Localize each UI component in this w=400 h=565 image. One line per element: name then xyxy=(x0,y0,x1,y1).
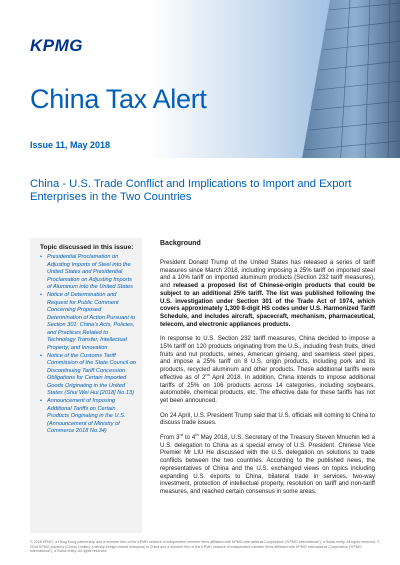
paragraph-1 xyxy=(160,259,375,328)
topic-item[interactable] xyxy=(40,398,136,436)
topics-list xyxy=(40,254,136,436)
paragraph-2 xyxy=(160,335,375,404)
paragraph-4-text-b: to 4 xyxy=(183,434,196,442)
paragraph-4-text-c: May 2018, U.S. Secretary of the Treasury Steven Mnuchin led a U.S. delegation to China as a special envoy of U.S. President. Chinese Vice Premier Mr LIU He discussed with the U.S. delegation on solutions to trade conflicts between the two countries. According to the published news, the representatives of China and the U.S. exchanged views on topics including expanding U.S. exports to China, bilateral trade in services, two-way investment, protection of intellectual property, resolution on tariff and non-tariff measures, and reached certain consensus in some areas. xyxy=(160,434,375,495)
ordinal-suffix: rd xyxy=(179,432,184,438)
ordinal-suffix: nd xyxy=(205,371,210,377)
topic-item-label: Presidential Proclamation on Adjusting Imports of Steel into the United States and Presidential Proclamation on Adjusting Imports of Aluminum into the United States xyxy=(47,254,133,290)
topic-item[interactable] xyxy=(40,254,136,292)
topic-item[interactable] xyxy=(40,292,136,352)
paragraph-4 xyxy=(160,434,375,496)
kpmg-logo: KPMG xyxy=(30,36,83,55)
paragraph-2-text-a: In response to U.S. Section 232 tariff measures, China decided to impose a 15% tariff on 120 products originating from the U.S., including fresh fruits, dried fruits and nut products, wines, American ginseng, and seamless steel pipes, and impose a 25% tariff on 8 U.S. origin products, including pork and its products, recycled aluminum and other products. These additional tariffs were effective as of 2 xyxy=(160,335,375,381)
paragraph-4-text-a: From 3 xyxy=(160,434,180,442)
sidebar-heading: Topic discussed in this issue: xyxy=(40,244,134,251)
bullet-icon: • xyxy=(40,352,42,359)
article-body xyxy=(160,240,375,503)
skyscraper-image xyxy=(260,0,400,158)
topic-item-label: Notice of Determination and Request for Public Comment Concerning Proposed Determination of Action Pursuant to Section 301: China’s Acts, Policies, and Practices Related to Technology Transfer, Intellectual Property, and Innovation xyxy=(47,292,136,351)
issue-label: Issue 11, May 2018 xyxy=(30,140,111,150)
paragraph-3: On 24 April, U.S. President Trump said that U.S. officials will coming to China to discuss trade issues. xyxy=(160,411,375,427)
bullet-icon: • xyxy=(40,292,42,298)
paragraph-1-text: President Donald Trump of the United States has released a series of tariff measures since March 2018, including imposing a 25% tariff on imported steel and a 10% tariff on imported aluminum products (Section 232 tariff measures), and xyxy=(160,259,375,290)
topics-sidebar xyxy=(30,238,142,533)
ordinal-suffix: th xyxy=(195,432,199,438)
topic-item-label: Announcement of Imposing Additional Tariffs on Certain Products Originating in the U.S. (Announcement of Ministry of Commerce 2018 No.34) xyxy=(47,398,126,434)
section-heading: Background xyxy=(160,240,201,247)
copyright-footer: © 2018 KPMG, a Hong Kong partnership and a member firm of the KPMG network of independent member firms affiliated with KPMG International Cooperative (“KPMG International”), a Swiss entity. All rights reserved. © 2018 KPMG Advisory (China) Limited, a wholly foreign owned enterprise in China and a member firm of the KPMG network of independent member firms affiliated with KPMG International Cooperative (“KPMG International”), a Swiss entity. All rights reserved. xyxy=(30,540,380,554)
bullet-icon: • xyxy=(40,398,42,404)
topic-item-label: Notice of the Customs Tariff Commission of the State Council on Discontinuing Tariff Concession Obligations for Certain Imported Goods Originating in the United States (Shui Wei Hui [2018] No.13) xyxy=(47,352,136,396)
publication-title: China Tax Alert xyxy=(30,84,207,114)
paragraph-2-text-b: April 2018. In addition, China intends to impose additional tariffs of 25% on 106 products across 14 categories, including soybeans, automobile, chemical products, etc. The effective date for these tariffs has not yet been announced. xyxy=(160,373,375,404)
article-title: China - U.S. Trade Conflict and Implications to Import and Export Enterprises in the Two Countries xyxy=(30,178,352,203)
bullet-icon: • xyxy=(40,254,42,260)
topic-item[interactable] xyxy=(40,353,136,398)
header-banner xyxy=(0,0,400,158)
paragraph-1-bold: released a proposed list of Chinese-origin products that could be subject to an additional 25% tariff. The list was published following the U.S. investigation under Section 301 of the Trade Act of 1974, which covers approximately 1,300 8-digit HS codes under U.S. Harmonized Tariff Schedule, and includes aircraft, spacecraft, mechanism, pharmaceutical, telecom, and electronic appliances products. xyxy=(160,282,375,328)
